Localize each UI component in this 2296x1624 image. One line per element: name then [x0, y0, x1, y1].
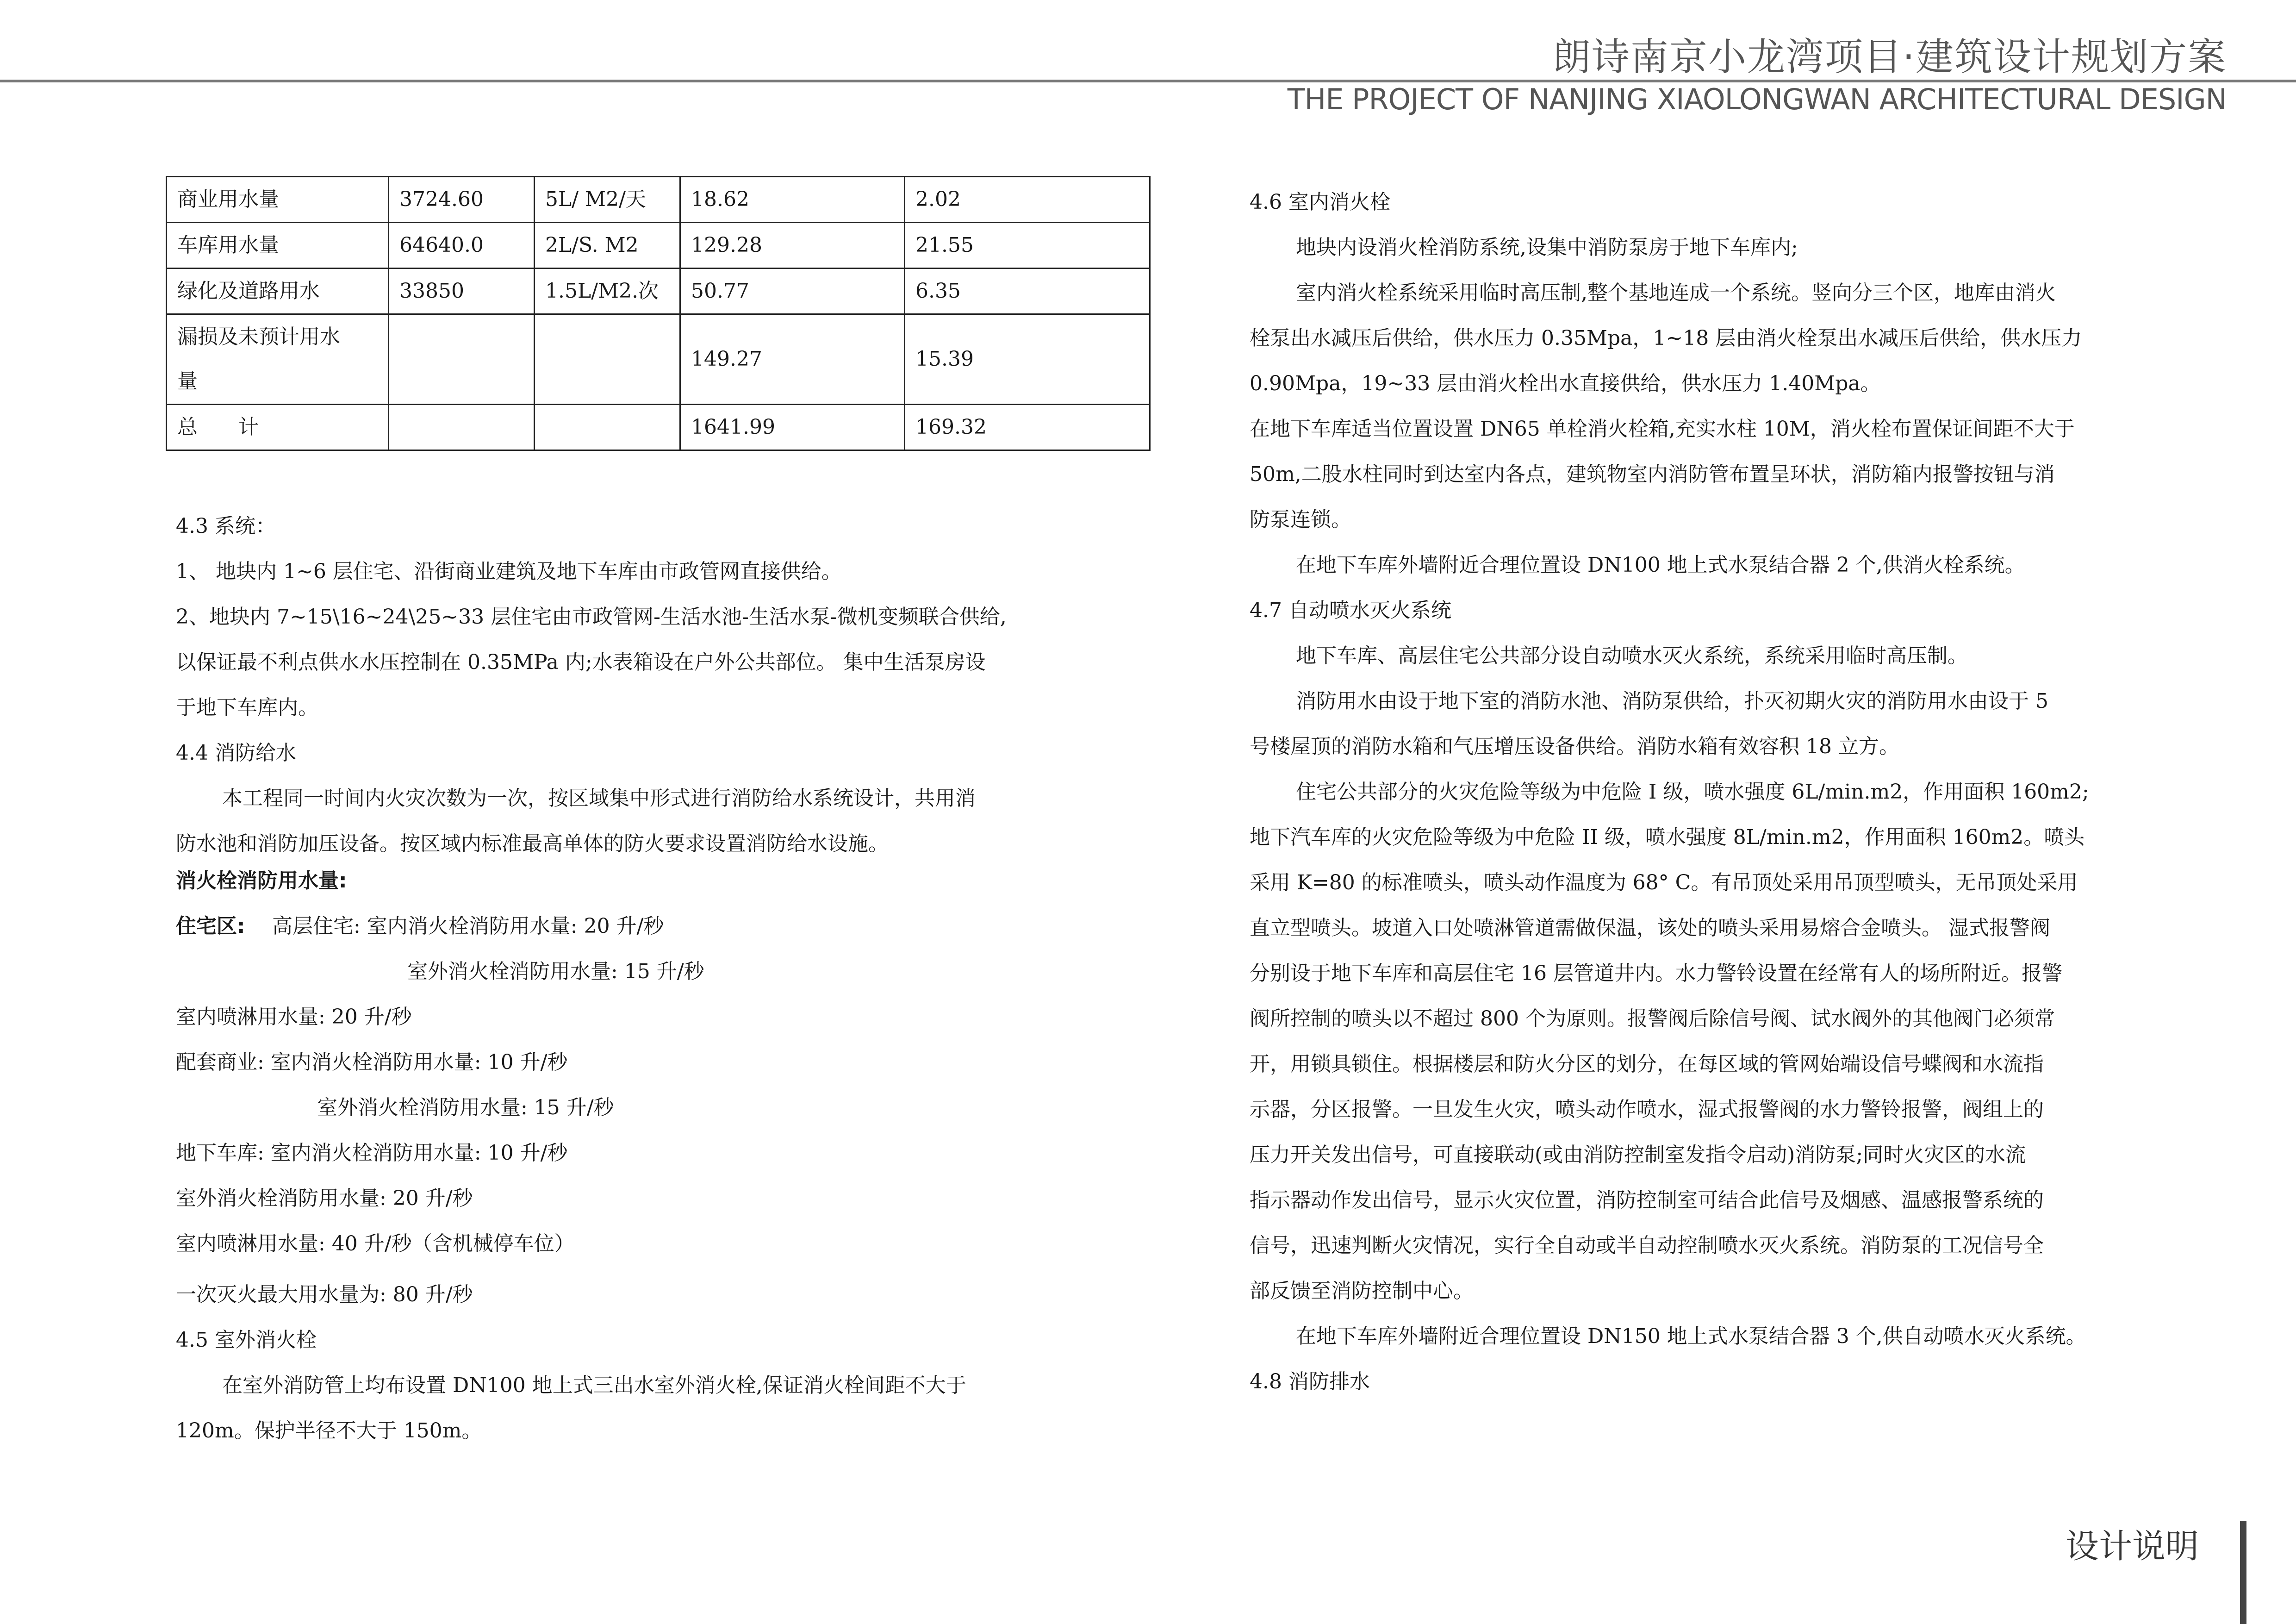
header-title-cn: 朗诗南京小龙湾项目·建筑设计规划方案 — [1552, 35, 2227, 79]
text-line: 在地下车库适当位置设置 DN65 单栓消火栓箱,充实水柱 10M，消火栓布置保证间距不大于 — [1250, 417, 2075, 441]
text-line: 地下汽车库的火灾危险等级为中危险 II 级，喷水强度 8L/min.m2，作用面积 160m2。喷头 — [1250, 825, 2085, 849]
text-line: 高层住宅: 室内消火栓消防用水量: 20 升/秒 — [272, 914, 664, 938]
text-line: 室外消火栓消防用水量: 15 升/秒 — [407, 960, 704, 983]
text-line: 本工程同一时间内火灾次数为一次，按区域集中形式进行消防给水系统设计，共用消 — [222, 787, 976, 810]
text-line: 50m,二股水柱同时到达室内各点，建筑物室内消防管布置呈环状，消防箱内报警按钮与消 — [1250, 462, 2055, 486]
text-line: 采用 K=80 的标准喷头，喷头动作温度为 68° C。有吊顶处采用吊顶型喷头，无吊顶处采用 — [1250, 871, 2078, 894]
text-line: 2、地块内 7~15\16~24\25~33 层住宅由市政管网-生活水池-生活水泵-微机变频联合供给, — [176, 605, 1007, 629]
text-line: 室外消火栓消防用水量: 20 升/秒 — [176, 1187, 473, 1210]
table-cell: 2.02 — [905, 177, 1150, 223]
table-row — [167, 405, 1150, 450]
text-line: 住宅公共部分的火灾危险等级为中危险 I 级，喷水强度 6L/min.m2，作用面积 160m2; — [1296, 780, 2089, 804]
table-row — [167, 269, 1150, 314]
table-cell — [535, 405, 680, 450]
text-line: 室内消火栓系统采用临时高压制,整个基地连成一个系统。竖向分三个区，地库由消火 — [1296, 281, 2056, 305]
text-line: 室内喷淋用水量: 20 升/秒 — [176, 1005, 412, 1029]
table-cell — [535, 314, 680, 405]
cell-line: 量 — [177, 369, 198, 393]
text-line: 消防用水由设于地下室的消防水池、消防泵供给，扑灭初期火灾的消防用水由设于 5 — [1296, 689, 2048, 713]
table-cell: 1.5L/M2.次 — [535, 269, 680, 314]
text-line: 防水池和消防加压设备。按区域内标准最高单体的防火要求设置消防给水设施。 — [176, 832, 889, 856]
water-usage-table — [166, 176, 1151, 451]
table-cell — [389, 314, 535, 405]
table-cell: 21.55 — [905, 223, 1150, 269]
text-line: 0.90Mpa，19~33 层由消火栓出水直接供给，供水压力 1.40Mpa。 — [1250, 372, 1881, 395]
text-line: 指示器动作发出信号，显示火灾位置，消防控制室可结合此信号及烟感、温感报警系统的 — [1250, 1188, 2044, 1212]
text-line: 在地下车库外墙附近合理位置设 DN100 地上式水泵结合器 2 个,供消火栓系统。 — [1296, 553, 2025, 577]
text-line: 于地下车库内。 — [176, 696, 318, 719]
text-line: 栓泵出水减压后供给，供水压力 0.35Mpa，1~18 层由消火栓泵出水减压后供给，供水压力 — [1250, 326, 2082, 350]
table-cell: 33850 — [389, 269, 535, 314]
table-row — [167, 314, 1150, 405]
section-heading: 4.6 室内消火栓 — [1250, 190, 1390, 214]
table-cell: 149.27 — [680, 314, 905, 405]
section-heading: 4.5 室外消火栓 — [176, 1328, 317, 1352]
text-line: 在地下车库外墙附近合理位置设 DN150 地上式水泵结合器 3 个,供自动喷水灭火系统。 — [1296, 1324, 2086, 1348]
section-heading: 4.7 自动喷水灭火系统 — [1250, 599, 1451, 622]
text-line: 1、 地块内 1~6 层住宅、沿街商业建筑及地下车库由市政管网直接供给。 — [176, 560, 842, 583]
text-line: 室内喷淋用水量: 40 升/秒（含机械停车位） — [176, 1232, 575, 1255]
footer-section-label: 设计说明 — [2065, 1527, 2199, 1566]
section-heading: 4.4 消防给水 — [176, 741, 296, 765]
text-line: 地块内设消火栓消防系统,设集中消防泵房于地下车库内; — [1296, 236, 1798, 259]
text-line: 配套商业: 室内消火栓消防用水量: 10 升/秒 — [176, 1050, 568, 1074]
text-line: 一次灭火最大用水量为: 80 升/秒 — [176, 1283, 473, 1306]
table-cell — [389, 405, 535, 450]
table-cell: 50.77 — [680, 269, 905, 314]
text-line: 信号，迅速判断火灾情况，实行全自动或半自动控制喷水灭火系统。消防泵的工况信号全 — [1250, 1234, 2044, 1257]
table-row — [167, 177, 1150, 223]
cell-line: 漏损及未预计用水 — [177, 325, 340, 349]
text-line: 地下车库、高层住宅公共部分设自动喷水灭火系统，系统采用临时高压制。 — [1296, 644, 1968, 668]
text-line: 120m。保护半径不大于 150m。 — [176, 1419, 482, 1443]
section-heading: 4.3 系统： — [176, 514, 276, 538]
text-line: 部反馈至消防控制中心。 — [1250, 1279, 1474, 1303]
table-cell — [167, 314, 389, 405]
text-line: 防泵连锁。 — [1250, 508, 1351, 531]
bold-heading: 消火栓消防用水量: — [176, 869, 347, 893]
table-cell: 169.32 — [905, 405, 1150, 450]
text-line: 室外消火栓消防用水量: 15 升/秒 — [317, 1096, 614, 1119]
table-cell: 129.28 — [680, 223, 905, 269]
table-cell: 商业用水量 — [167, 177, 389, 223]
text-line: 以保证最不利点供水水压控制在 0.35MPa 内;水表箱设在户外公共部位。 集中生活泵房设 — [176, 650, 986, 674]
text-line: 开，用锁具锁住。根据楼层和防火分区的划分，在每区域的管网始端设信号蝶阀和水流指 — [1250, 1052, 2044, 1076]
table-cell: 15.39 — [905, 314, 1150, 405]
text-line: 阀所控制的喷头以不超过 800 个为原则。报警阀后除信号阀、试水阀外的其他阀门必须常 — [1250, 1007, 2055, 1031]
text-line: 在室外消防管上均布设置 DN100 地上式三出水室外消火栓,保证消火栓间距不大于 — [222, 1374, 966, 1397]
table-cell: 总 计 — [167, 405, 389, 450]
table-cell: 2L/S. M2 — [535, 223, 680, 269]
table-cell: 18.62 — [680, 177, 905, 223]
table-cell: 6.35 — [905, 269, 1150, 314]
bold-label: 住宅区: — [176, 914, 245, 938]
text-line: 分别设于地下车库和高层住宅 16 层管道井内。水力警铃设置在经常有人的场所附近。报警 — [1250, 962, 2062, 985]
section-heading: 4.8 消防排水 — [1250, 1370, 1370, 1393]
table-cell: 绿化及道路用水 — [167, 269, 389, 314]
text-line: 号楼屋顶的消防水箱和气压增压设备供给。消防水箱有效容积 18 立方。 — [1250, 735, 1899, 758]
table-cell: 64640.0 — [389, 223, 535, 269]
text-line: 压力开关发出信号，可直接联动(或由消防控制室发指令启动)消防泵;同时火灾区的水流 — [1250, 1143, 2026, 1167]
table-cell: 3724.60 — [389, 177, 535, 223]
text-line: 示器，分区报警。一旦发生火灾，喷头动作喷水，湿式报警阀的水力警铃报警，阀组上的 — [1250, 1098, 2044, 1121]
footer-accent-bar — [2240, 1521, 2246, 1624]
text-line: 地下车库: 室内消火栓消防用水量: 10 升/秒 — [176, 1141, 568, 1165]
table-cell: 车库用水量 — [167, 223, 389, 269]
table-cell: 5L/ M2/天 — [535, 177, 680, 223]
table-row — [167, 223, 1150, 269]
header-title-en: THE PROJECT OF NANJING XIAOLONGWAN ARCHITECTURAL DESIGN — [1287, 82, 2227, 116]
text-line: 直立型喷头。坡道入口处喷淋管道需做保温，该处的喷头采用易熔合金喷头。 湿式报警阀 — [1250, 916, 2050, 940]
table-cell: 1641.99 — [680, 405, 905, 450]
